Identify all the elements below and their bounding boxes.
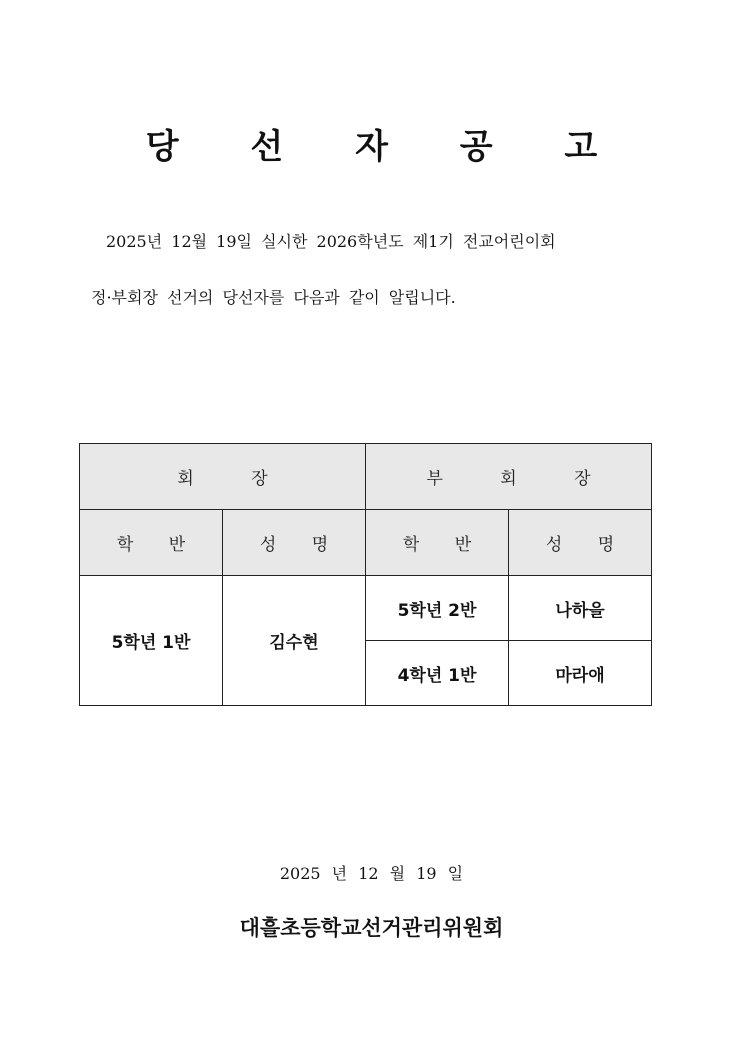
header-class-vice: 학 반: [366, 510, 509, 576]
header-name-president: 성 명: [223, 510, 366, 576]
vice-name-cell: 나하을: [509, 576, 652, 641]
vice-class-cell: 4학년 1반: [366, 641, 509, 706]
table-row: [80, 576, 652, 641]
table-group-header-row: [80, 444, 652, 510]
vice-class-cell: 5학년 2반: [366, 576, 509, 641]
header-name-vice: 성 명: [509, 510, 652, 576]
issuing-committee: 대흘초등학교선거관리위원회: [239, 915, 504, 940]
header-president: 회 장: [80, 444, 366, 510]
president-name-cell: 김수현: [223, 576, 366, 706]
table-column-header-row: [80, 510, 652, 576]
page-title: 당 선 자 공 고: [145, 127, 628, 167]
header-class-president: 학 반: [80, 510, 223, 576]
announcement-text-line-1: 2025년 12월 19일 실시한 2026학년도 제1기 전교어린이회: [106, 232, 556, 251]
results-table: [79, 443, 652, 706]
header-vice-president: 부 회 장: [366, 444, 652, 510]
announcement-text-line-2: 정·부회장 선거의 당선자를 다음과 같이 알립니다.: [91, 288, 456, 307]
announcement-date: 2025 년 12 월 19 일: [279, 864, 464, 883]
president-class-cell: 5학년 1반: [80, 576, 223, 706]
vice-name-cell: 마라애: [509, 641, 652, 706]
